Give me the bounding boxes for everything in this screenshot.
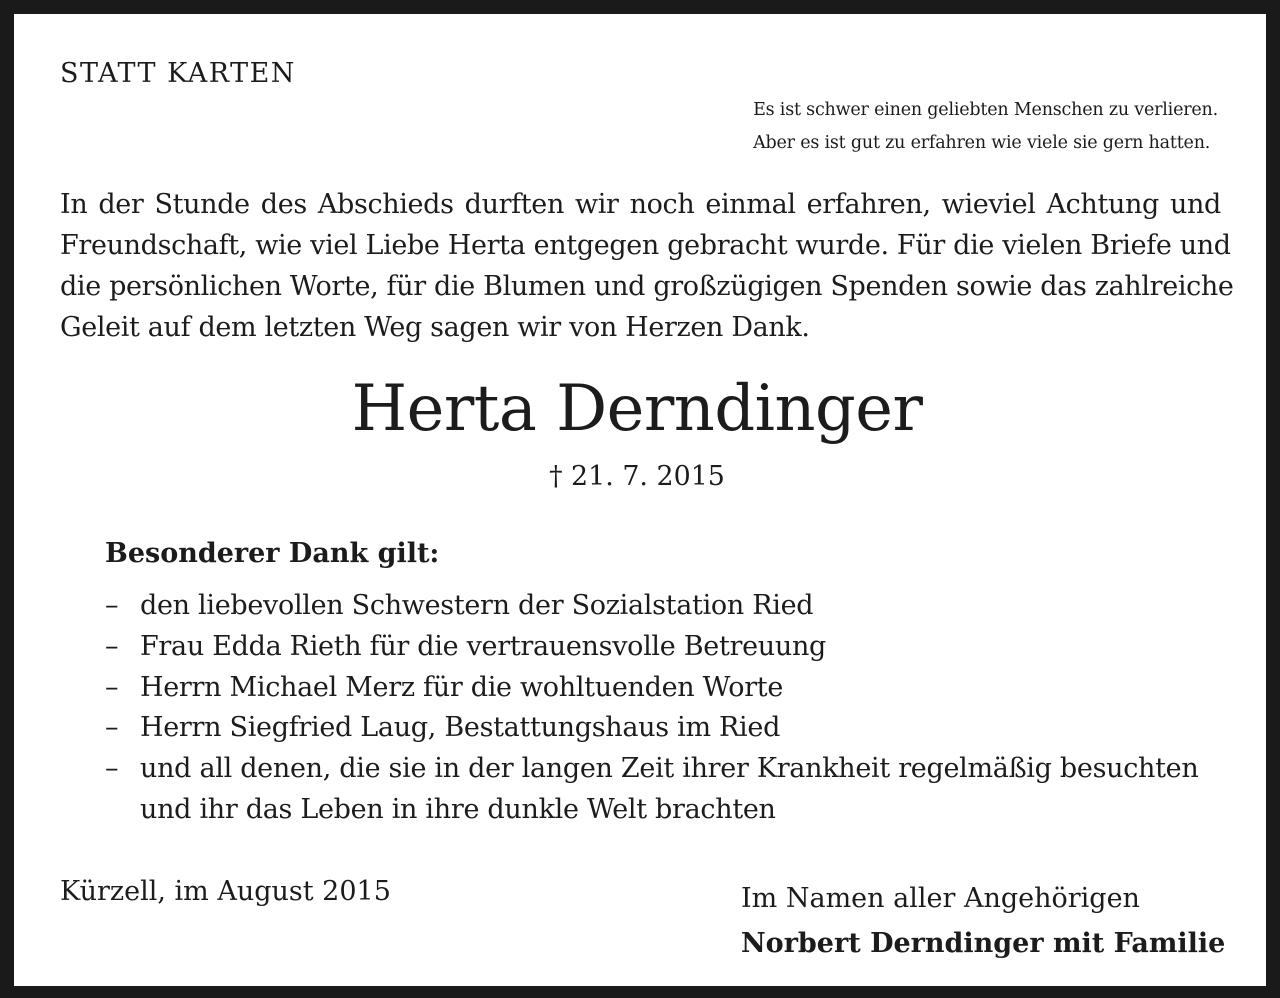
dash-bullet: –	[105, 753, 119, 785]
list-item-continuation	[105, 790, 1198, 831]
motto-line-2: Aber es ist gut zu erfahren wie viele sie gern hatten.	[753, 133, 1211, 153]
dash-bullet: –	[105, 712, 119, 744]
dash-bullet: –	[105, 630, 119, 662]
list-item	[105, 586, 1198, 627]
thanks-item-text: den liebevollen Schwestern der Sozialstation Ried	[140, 590, 814, 621]
thanks-item-text: Herrn Siegfried Laug, Bestattungshaus im Ried	[140, 712, 781, 744]
list-item	[105, 749, 1198, 790]
thanks-item-text: Frau Edda Rieth für die vertrauensvolle Betreuung	[140, 630, 827, 662]
motto-line-1: Es ist schwer einen geliebten Menschen zu verlieren.	[753, 100, 1218, 120]
thanks-item-text: und ihr das Leben in ihre dunkle Welt brachten	[140, 793, 776, 825]
intro-line-3: die persönlichen Worte, für die Blumen und großzügigen Spenden sowie das zahlreiche	[60, 271, 1234, 302]
list-item	[105, 668, 1198, 709]
signature-block	[741, 876, 1225, 966]
intro-paragraph	[60, 184, 1234, 348]
motto-quote	[753, 94, 1218, 160]
thanks-heading: Besonderer Dank gilt:	[105, 538, 440, 569]
death-date: † 21. 7. 2015	[549, 461, 725, 492]
signature-line-1: Im Namen aller Angehörigen	[741, 883, 1140, 914]
dash-bullet: –	[105, 590, 119, 621]
signature-line-2: Norbert Derndinger mit Familie	[741, 928, 1226, 959]
header-statt-karten: STATT KARTEN	[60, 58, 296, 89]
place-and-date: Kürzell, im August 2015	[60, 876, 391, 907]
intro-line-1: In der Stunde des Abschieds durften wir noch einmal erfahren, wieviel Achtung und	[60, 189, 1221, 220]
intro-line-4: Geleit auf dem letzten Weg sagen wir von Herzen Dank.	[60, 312, 810, 343]
dash-bullet: –	[105, 671, 119, 703]
list-item	[105, 627, 1198, 668]
intro-line-2: Freundschaft, wie viel Liebe Herta entgegen gebracht wurde. Für die vielen Briefe und	[60, 230, 1231, 261]
deceased-name: Herta Derndinger	[351, 372, 923, 446]
list-item	[105, 708, 1198, 749]
thanks-list	[105, 586, 1198, 831]
thanks-item-text: und all denen, die sie in der langen Zeit ihrer Krankheit regelmäßig besuchten	[140, 753, 1199, 785]
thanks-item-text: Herrn Michael Merz für die wohltuenden Worte	[140, 671, 784, 703]
